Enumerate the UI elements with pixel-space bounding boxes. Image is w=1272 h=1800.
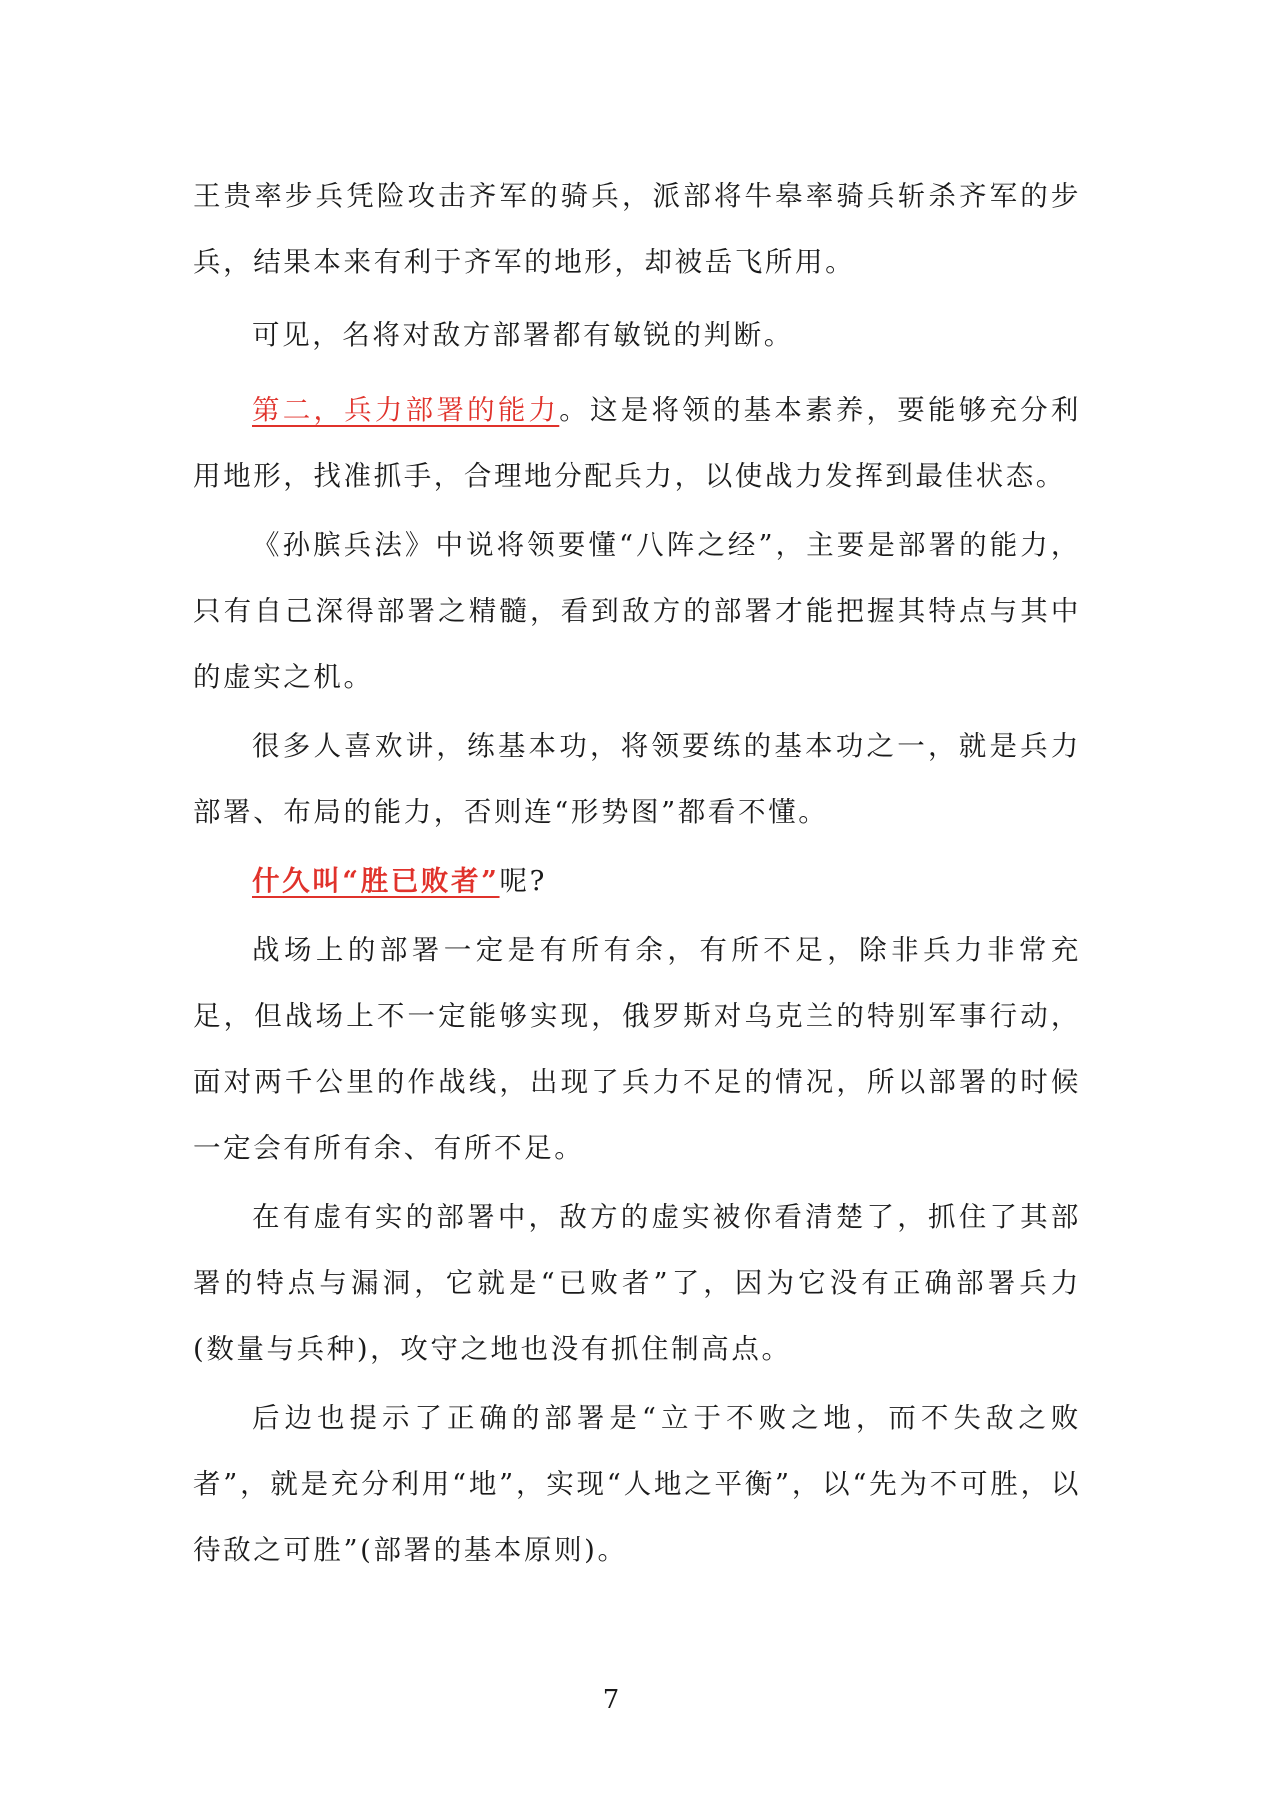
paragraph-9 [193,1385,1081,1583]
paragraph-2 [193,302,1081,368]
paragraph-4 [193,512,1081,710]
paragraph-8 [193,1184,1081,1382]
paragraph-text: 可见，名将对敌方部署都有敏锐的判断。 [252,319,794,351]
paragraph-6 [193,848,1081,914]
paragraph-text: 。这是将领的基本素养，要能够充分利用地形，找准抓手，合理地分配兵力，以使战力发挥到最佳状态。 [193,394,1082,492]
paragraph-text: 在有虚有实的部署中，敌方的虚实被你看清楚了，抓住了其部署的特点与漏洞，它就是“已败者”了，因为它没有正确部署兵力(数量与兵种)，攻守之地也没有抓住制高点。 [193,1201,1081,1365]
paragraph-text: 很多人喜欢讲，练基本功，将领要练的基本功之一，就是兵力部署、布局的能力，否则连“形势图”都看不懂。 [193,730,1081,828]
paragraph-text: 《孙膑兵法》中说将领要懂“八阵之经”，主要是部署的能力，只有自己深得部署之精髓，看到敌方的部署才能把握其特点与其中的虚实之机。 [193,529,1081,693]
paragraph-text: 呢? [499,865,547,897]
paragraph-7 [193,917,1081,1181]
paragraph-5 [193,713,1081,845]
section-heading-question: 什久叫“胜已败者” [252,865,500,897]
paragraph-1 [193,163,1081,295]
document-body [193,163,1081,1583]
paragraph-3 [193,377,1081,509]
section-heading-deployment-ability: 第二，兵力部署的能力 [252,394,560,426]
paragraph-text: 王贵率步兵凭险攻击齐军的骑兵，派部将牛皋率骑兵斩杀齐军的步兵，结果本来有利于齐军的地形，却被岳飞所用。 [193,180,1081,278]
paragraph-text: 战场上的部署一定是有所有余，有所不足，除非兵力非常充足，但战场上不一定能够实现，俄罗斯对乌克兰的特别军事行动，面对两千公里的作战线，出现了兵力不足的情况，所以部署的时候一定会有所有余、有所不足。 [193,934,1081,1164]
page-number: 7 [602,1685,620,1715]
paragraph-text: 后边也提示了正确的部署是“立于不败之地，而不失敌之败者”，就是充分利用“地”，实现“人地之平衡”，以“先为不可胜，以待敌之可胜”(部署的基本原则)。 [193,1402,1081,1566]
